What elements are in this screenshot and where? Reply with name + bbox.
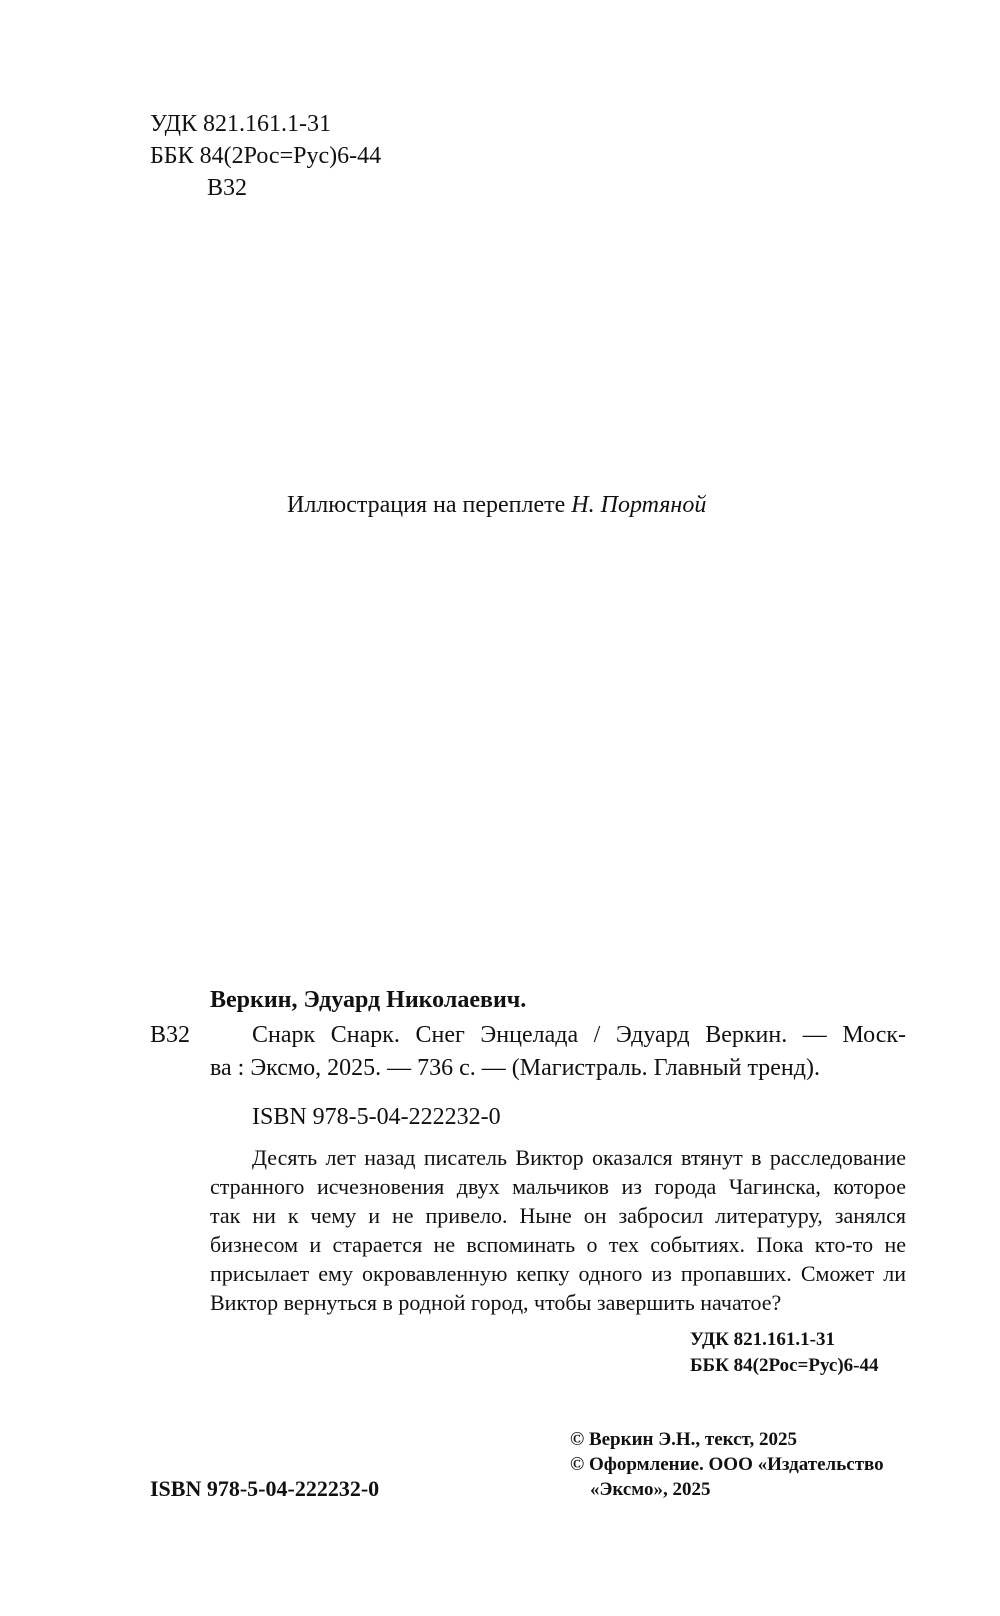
annotation-line: странного исчезновения двух мальчиков из города Чагинска, которое: [210, 1174, 906, 1199]
description-line-2: ва : Эксмо, 2025. — 736 с. — (Магистраль. Главный тренд).: [210, 1055, 820, 1081]
annotation-line: бизнесом и старается не вспоминать о тех событиях. Пока кто-то не: [210, 1232, 906, 1257]
isbn-bottom: ISBN 978-5-04-222232-0: [150, 1476, 380, 1501]
author-mark: В32: [150, 1022, 191, 1048]
annotation: [210, 1143, 906, 1317]
illustration-credit: [287, 490, 706, 520]
annotation-line: присылает ему окровавленную кепку одного из пропавших. Сможет ли: [210, 1261, 906, 1286]
udk-header: УДК 821.161.1-31: [150, 111, 331, 137]
copyright-line-2: © Оформление. ООО «Издательство: [570, 1454, 884, 1475]
illustration-artist: Н. Портяной: [571, 492, 707, 518]
bbk-bottom: ББК 84(2Рос=Рус)6-44: [690, 1355, 879, 1376]
isbn-record: ISBN 978-5-04-222232-0: [252, 1104, 501, 1130]
description-line-1: Снарк Снарк. Снег Энцелада / Эдуард Веркин. — Моск-: [252, 1022, 906, 1048]
annotation-line: Десять лет назад писатель Виктор оказался втянут в расследование: [252, 1145, 906, 1170]
author-mark-header: В32: [207, 175, 248, 201]
annotation-line: так ни к чему и не привело. Ныне он забросил литературу, занялся: [210, 1203, 906, 1228]
udk-bottom: УДК 821.161.1-31: [690, 1329, 835, 1350]
bbk-header: ББК 84(2Рос=Рус)6-44: [150, 143, 382, 169]
author-heading: Веркин, Эдуард Николаевич.: [210, 987, 527, 1013]
copyright-line-3: «Эксмо», 2025: [590, 1479, 711, 1500]
illustration-prefix: Иллюстрация на переплете: [287, 492, 566, 518]
copyright-line-1: © Веркин Э.Н., текст, 2025: [570, 1429, 797, 1450]
annotation-line: Виктор вернуться в родной город, чтобы завершить начатое?: [210, 1290, 782, 1315]
